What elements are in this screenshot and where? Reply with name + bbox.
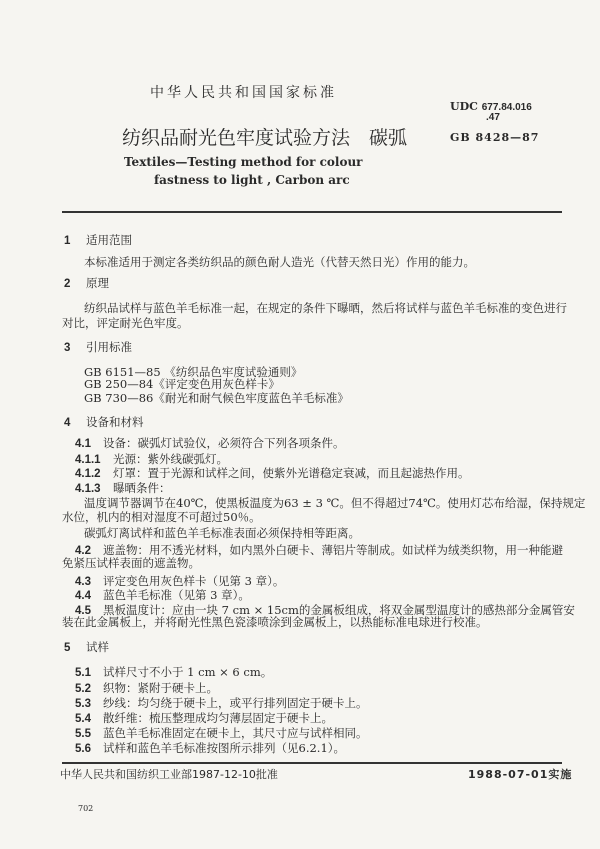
clause-number: 4.1.2 [75,468,101,480]
page-number: 702 [78,804,94,813]
clause-number: 4.3 [75,576,91,588]
clause-4-1-3 [75,481,171,496]
clause-number: 4.5 [75,605,91,617]
section-2-heading [64,276,109,291]
gb-number: GB 8428—87 [450,131,540,144]
issuing-org: 中华人民共和国国家标准 [150,85,337,101]
udc-value: 677.84.016 [481,102,532,113]
clause-text: 灯罩：置于光源和试样之间，使紫外光谱稳定衰减，而且起滤热作用。 [113,466,470,480]
udc-label-text: UDC [450,100,478,113]
reference-item: GB 250—84《评定变色用灰色样卡》 [84,377,280,391]
clause-4-5-continued: 装在此金属板上，并将耐光性黑色瓷漆喷涂到金属板上，以热能标准电球进行校准。 [62,615,488,629]
exposure-conditions-line3: 碳弧灯离试样和蓝色羊毛标准表面必须保持相等距离。 [84,526,360,540]
clause-number: 4.1.1 [75,454,101,466]
clause-number: 5.3 [75,698,91,710]
clause-text: 蓝色羊毛标准（见第 3 章）。 [103,588,250,602]
clause-5-3 [75,696,368,711]
section-title: 试样 [86,640,109,654]
clause-5-5 [75,726,368,741]
clause-text: 设备：碳弧灯试验仪，必须符合下列各项条件。 [103,436,345,450]
udc-value-continued: .47 [486,112,500,123]
clause-number: 5.2 [75,683,91,695]
clause-5-2 [75,681,218,696]
section-title: 原理 [86,276,109,290]
english-title-line2: fastness to light , Carbon arc [154,173,350,187]
clause-text: 织物：紧附于硬卡上。 [103,681,218,695]
clause-4-1 [75,436,345,451]
exposure-conditions-line1: 温度调节器调节在40℃，使黑板温度为63 ± 3 ℃。但不得超过74℃。使用灯芯布给湿，保持规定 [84,496,586,510]
clause-text: 蓝色羊毛标准固定在硬卡上，其尺寸应与试样相同。 [103,726,368,740]
english-title-line1: Textiles—Testing method for colour [124,155,363,169]
section-number: 3 [64,342,71,354]
clause-text: 评定变色用灰色样卡（见第 3 章）。 [103,574,285,588]
section-1-paragraph: 本标准适用于测定各类纺织品的颜色耐人造光（代替天然日光）作用的能力。 [84,255,475,269]
section-number: 4 [64,417,71,429]
clause-text: 遮盖物：用不透光材料，如内黑外白硬卡、薄铝片等制成。如试样为绒类织物，用一种能避 [103,543,563,557]
clause-text: 试样尺寸不小于 1 cm × 6 cm。 [103,665,273,679]
clause-number: 5.1 [75,667,91,679]
section-title: 引用标准 [86,340,132,354]
clause-number: 4.2 [75,545,91,557]
clause-text: 黑板温度计：应由一块 7 cm × 15cm的金属板组成，将双金属型温度计的感热部分金属管安 [103,603,575,617]
clause-4-1-1 [75,452,228,467]
clause-number: 4.1 [75,438,91,450]
clause-5-6 [75,741,345,756]
clause-text: 曝晒条件： [113,481,171,495]
section-number: 5 [64,642,71,654]
section-title: 适用范围 [86,233,132,247]
clause-number: 5.6 [75,743,91,755]
effective-date: 1988-07-01实施 [468,768,573,781]
section-2-paragraph-line2: 对比，评定耐光色牢度。 [62,316,189,330]
clause-4-1-2 [75,466,470,481]
section-number: 2 [64,278,71,290]
section-2-paragraph-line1: 纺织品试样与蓝色羊毛标准一起，在规定的条件下曝晒，然后将试样与蓝色羊毛标准的变色进行 [84,301,567,315]
reference-item: GB 6151—85 《纺织品色牢度试验通则》 [84,365,303,379]
clause-4-4 [75,588,250,603]
clause-text: 纱线：均匀绕于硬卡上，或平行排列固定于硬卡上。 [103,696,368,710]
section-5-heading [64,640,109,655]
approval-note: 中华人民共和国纺织工业部1987-12-10批准 [60,768,278,781]
exposure-conditions-line2: 水位，机内的相对湿度不可超过50％。 [62,510,261,524]
clause-text: 光源：紫外线碳弧灯。 [113,452,228,466]
page-title: 纺织品耐光色牢度试验方法 碳弧 [122,127,408,149]
clause-text: 试样和蓝色羊毛标准按图所示排列（见6.2.1）。 [103,741,346,755]
clause-5-1 [75,665,272,680]
section-number: 1 [64,235,71,247]
reference-item: GB 730—86《耐光和耐气候色牢度蓝色羊毛标准》 [84,391,349,405]
section-3-heading [64,340,132,355]
clause-number: 4.1.3 [75,483,101,495]
clause-4-2-continued: 免紧压试样表面的遮盖物。 [62,556,200,570]
clause-text: 散纤维：梳压整理成均匀薄层固定于硬卡上。 [103,711,333,725]
section-1-heading [64,233,132,248]
section-title: 设备和材料 [86,415,144,429]
footer-divider [62,762,562,764]
clause-5-4 [75,711,333,726]
clause-number: 5.5 [75,728,91,740]
header-divider [62,211,562,213]
section-4-heading [64,415,144,430]
clause-number: 5.4 [75,713,91,725]
clause-number: 4.4 [75,590,91,602]
clause-4-3 [75,574,284,589]
